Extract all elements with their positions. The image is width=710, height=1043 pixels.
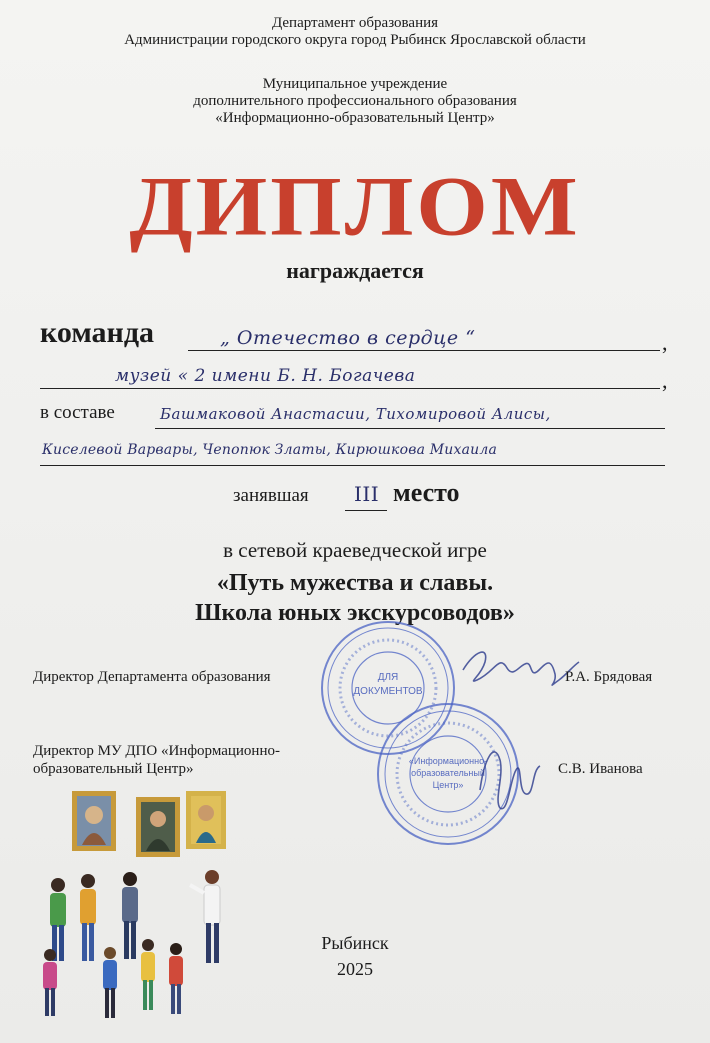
footer: [0, 930, 710, 982]
school-handwritten: музей « 2 имени Б. Н. Богачева: [115, 366, 416, 386]
members-label: в составе: [40, 402, 115, 423]
place-label-after: место: [393, 478, 460, 507]
stamp1-text-2: ДОКУМЕНТОВ: [353, 686, 423, 697]
header-line-2: Администрации городского округа город Рыбинск Ярославской области: [124, 32, 586, 48]
stamp2-text-3: Центр»: [432, 780, 464, 790]
footer-year: 2025: [337, 959, 373, 979]
footer-city: Рыбинск: [321, 933, 389, 953]
org-line-3: «Информационно-образовательный Центр»: [215, 110, 495, 126]
org-line-2: дополнительного профессионального образования: [193, 93, 517, 109]
team-label: команда: [40, 316, 155, 349]
signature-2: [470, 730, 550, 820]
director2-title-line-1: Директор МУ ДПО «Информационно-: [33, 743, 280, 759]
game-title-line-2: Школа юных экскурсоводов»: [195, 600, 515, 626]
stamp1-text-1: ДЛЯ: [377, 672, 399, 683]
members-underline-1: [155, 428, 665, 429]
team-name-handwritten: „ Отечество в сердце “: [220, 327, 476, 349]
stamp2-text-1: «Информационно-: [408, 756, 488, 766]
team-name-underline: [188, 350, 660, 351]
painting-1: [72, 791, 116, 851]
header-line-1: Департамент образования: [271, 15, 439, 31]
members-line-1: Башмаковой Анастасии, Тихомировой Алисы,: [160, 405, 551, 423]
place-value-handwritten: III: [354, 482, 380, 506]
members-underline-2: [40, 465, 665, 466]
place-label-before: занявшая: [233, 485, 309, 506]
header-organization: [0, 76, 710, 127]
museum-illustration: [30, 785, 250, 1025]
header-department: [0, 15, 710, 49]
director1-name: Р.А. Брядовая: [565, 669, 653, 685]
members-line-2: Киселевой Варвары, Чепопюк Златы, Кирюшкова Михаила: [42, 442, 498, 458]
stamp2-text-2: образовательный: [411, 768, 485, 778]
place-underline: [345, 510, 387, 511]
director1-title: Директор Департамента образования: [33, 669, 271, 685]
game-title-line-1: «Путь мужества и славы.: [216, 570, 494, 596]
director2-title-line-2: образовательный Центр»: [33, 761, 194, 777]
director2-title: [33, 742, 280, 778]
painting-3: [186, 791, 226, 849]
painting-2: [136, 797, 180, 857]
game-intro: в сетевой краеведческой игре: [223, 538, 487, 562]
diploma-title: ДИПЛОМ: [129, 159, 581, 253]
awarded-label: награждается: [286, 258, 424, 283]
director2-name: С.В. Иванова: [558, 761, 643, 777]
org-line-1: Муниципальное учреждение: [262, 76, 448, 92]
school-underline: [40, 388, 660, 389]
